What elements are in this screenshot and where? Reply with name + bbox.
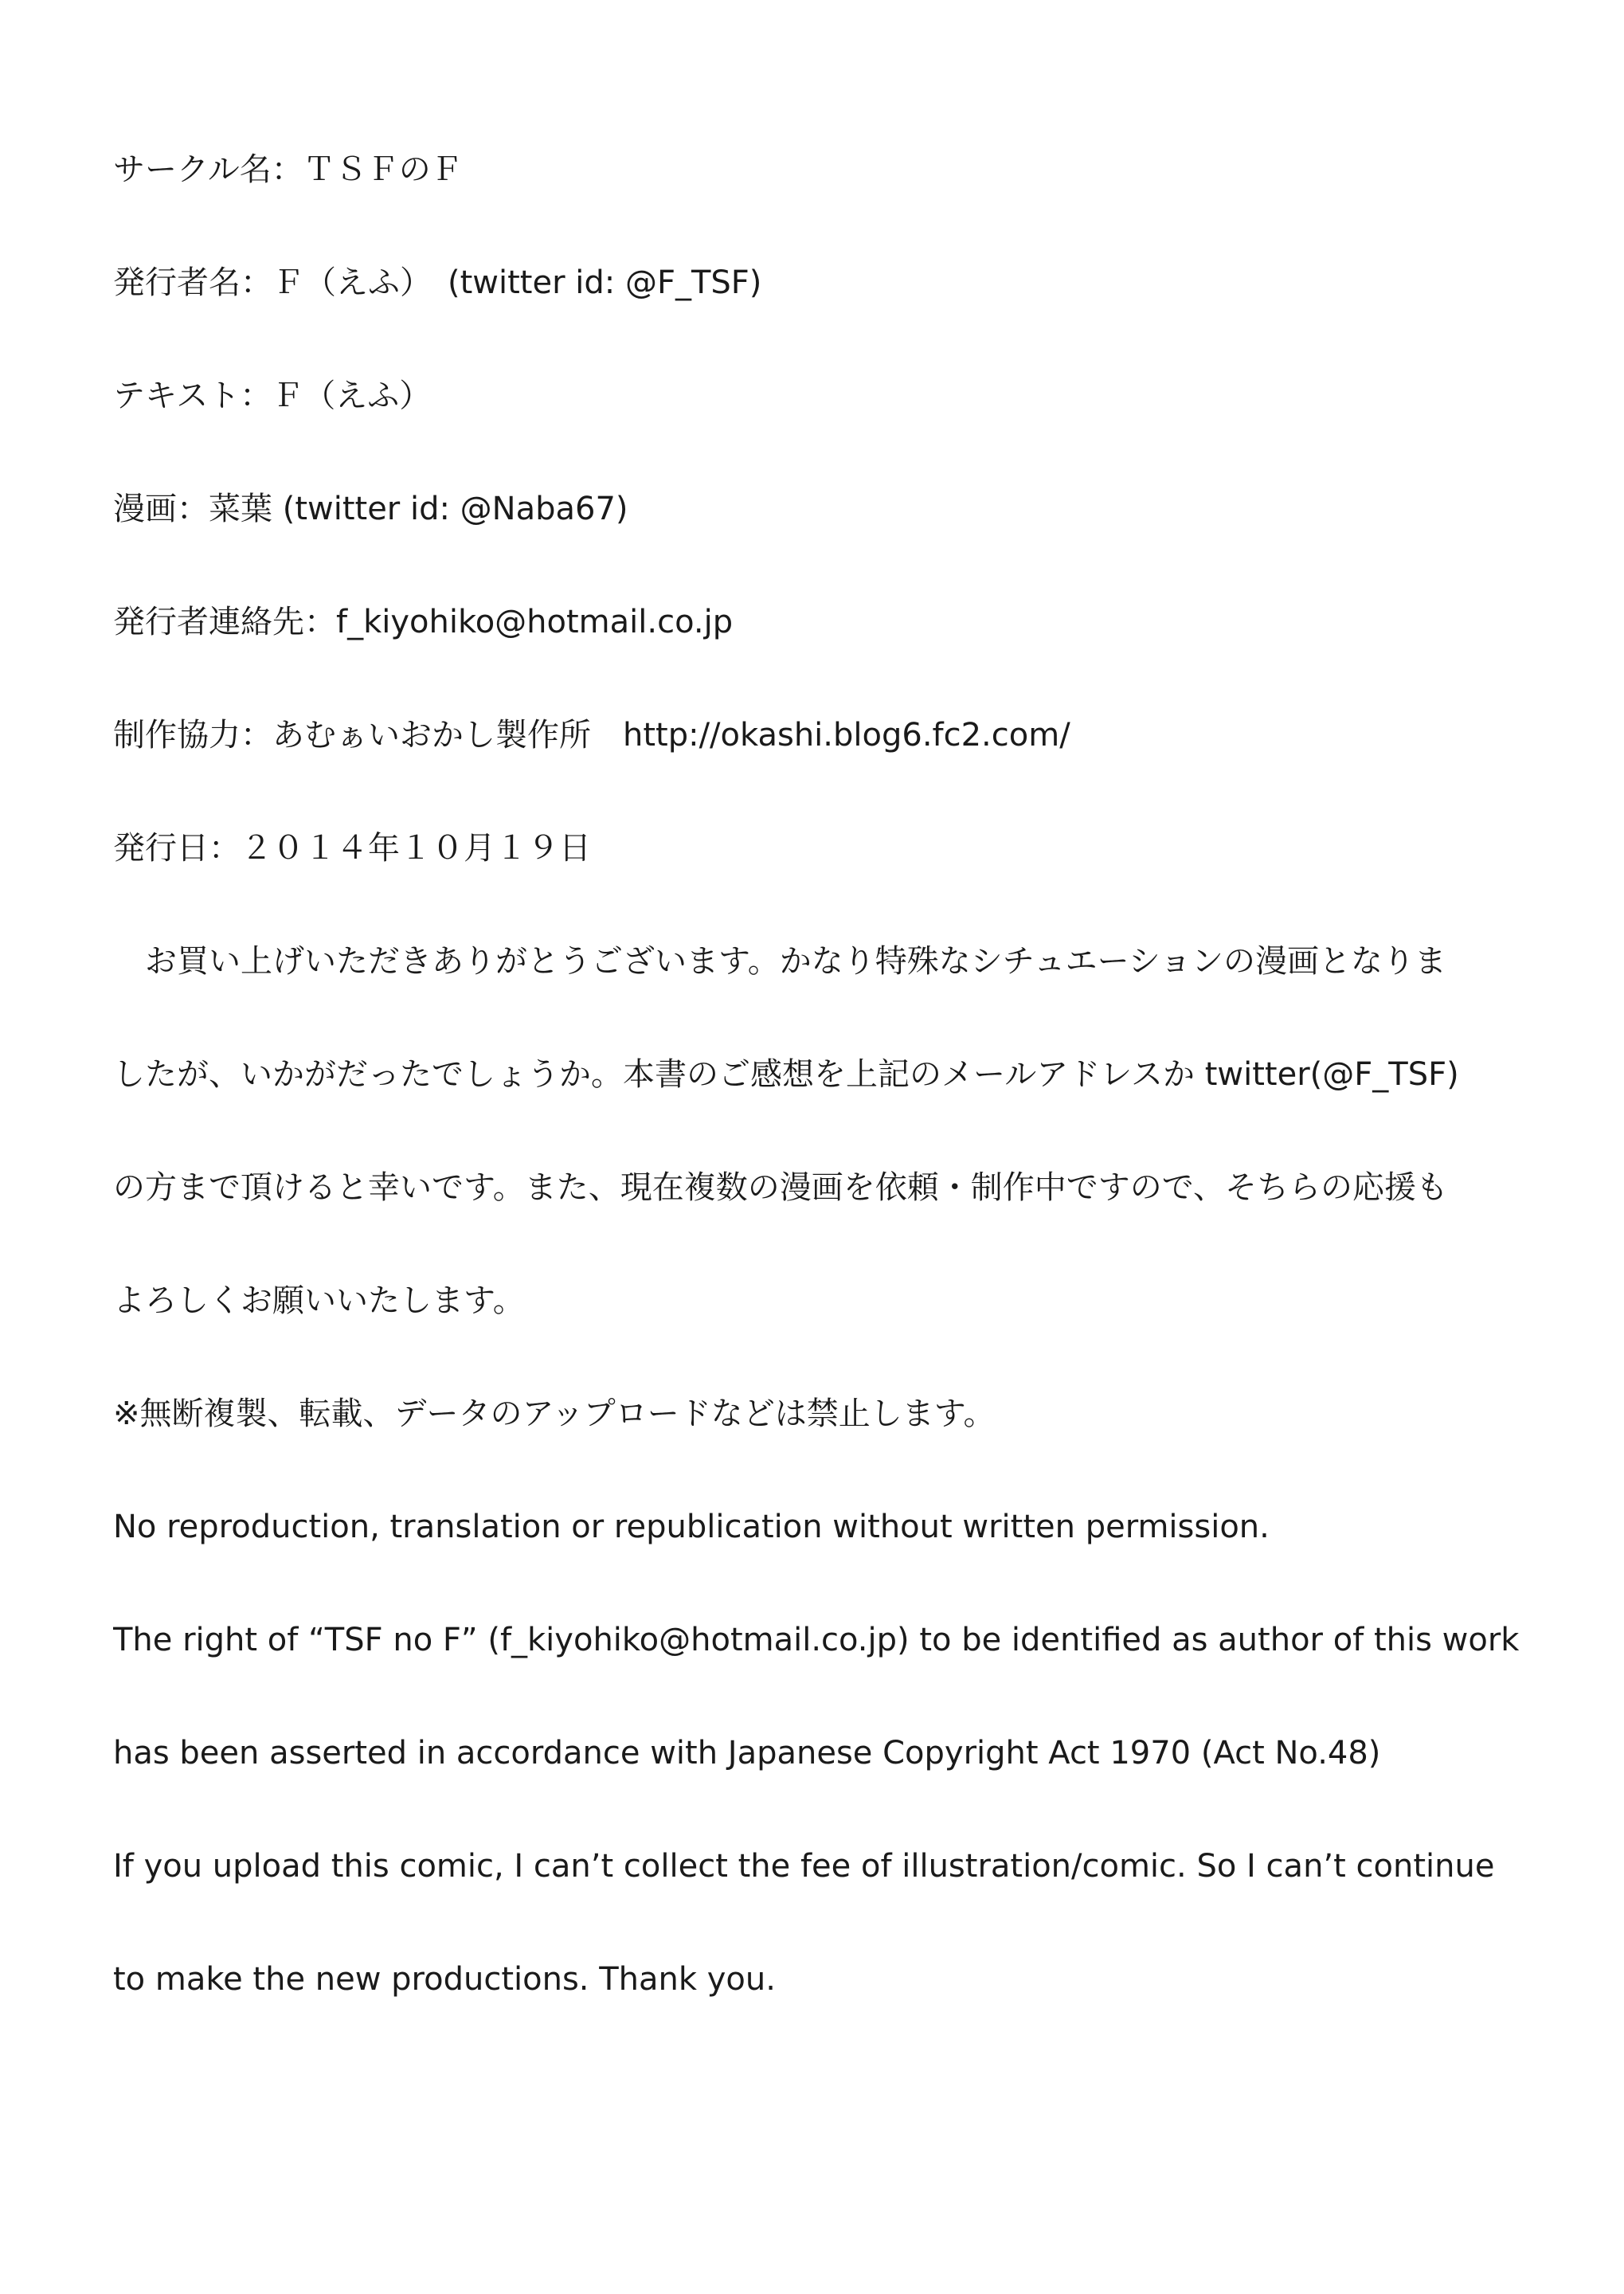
text-credit: テキスト：Ｆ（えふ） <box>113 378 432 414</box>
en-notice-line: No reproduction, translation or republication without written permission. <box>113 1509 1270 1545</box>
publication-date: 発行日：２０１４年１０月１９日 <box>113 830 591 867</box>
en-notice-line: to make the new productions. Thank you. <box>113 1961 776 1998</box>
en-notice-line: The right of “TSF no F” (f_kiyohiko@hotmail.co.jp) to be identified as author of this work <box>113 1622 1520 1658</box>
jp-prohibition-notice: ※無断複製、転載、データのアップロードなどは禁止します。 <box>113 1396 996 1432</box>
message-line: したが、いかがだったでしょうか。本書のご感想を上記のメールアドレスか twitter(@F_TSF) <box>113 1056 1459 1093</box>
message-line: お買い上げいただきありがとうございます。かなり特殊なシチュエーションの漫画となりま <box>113 943 1446 980</box>
production-cooperation: 制作協力：あむぁいおかし製作所 http://okashi.blog6.fc2.com/ <box>113 717 1070 754</box>
publisher-name: 発行者名：Ｆ（えふ） (twitter id: @F_TSF) <box>113 264 762 301</box>
message-line: よろしくお願いいたします。 <box>113 1282 525 1319</box>
en-notice-line: has been asserted in accordance with Japanese Copyright Act 1970 (Act No.48) <box>113 1735 1381 1771</box>
publisher-contact: 発行者連絡先：f_kiyohiko@hotmail.co.jp <box>113 604 734 640</box>
manga-credit: 漫画：菜葉 (twitter id: @Naba67) <box>113 491 628 527</box>
en-notice-line: If you upload this comic, I can’t collect the fee of illustration/comic. So I can’t continue <box>113 1848 1495 1885</box>
message-line: の方まで頂けると幸いです。また、現在複数の漫画を依頼・制作中ですので、そちらの応援も <box>113 1169 1448 1206</box>
circle-name: サークル名：ＴＳＦのＦ <box>113 151 463 188</box>
